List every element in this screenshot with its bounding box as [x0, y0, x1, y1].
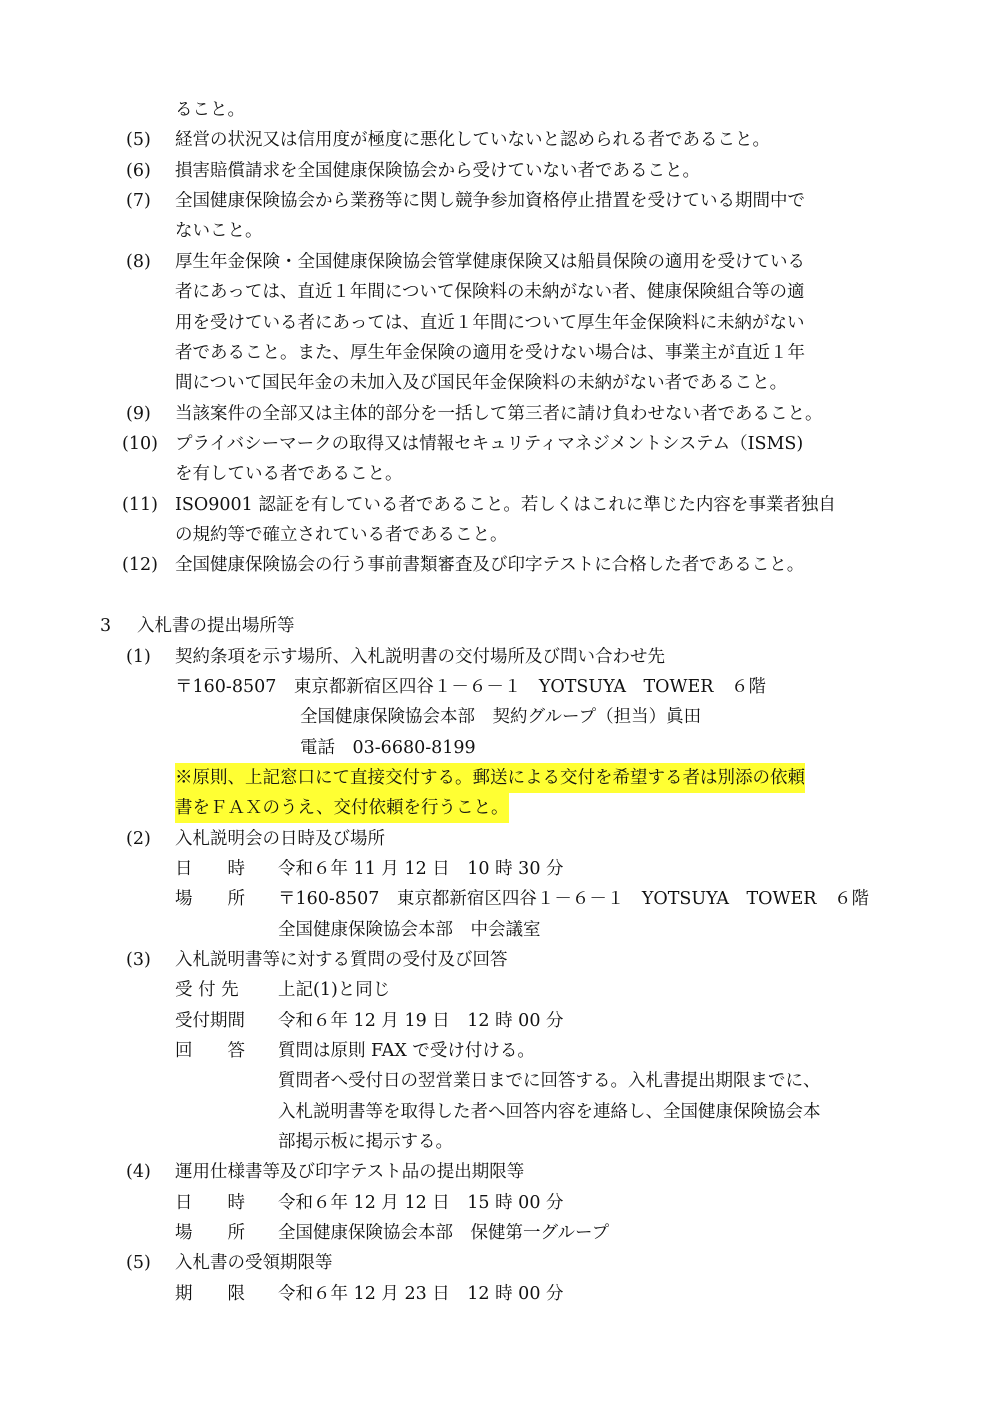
- field-label: 場 所: [175, 1223, 245, 1243]
- contact-office: 全国健康保険協会本部 契約グループ（担当）眞田: [300, 707, 702, 727]
- item-number: (3): [126, 950, 151, 970]
- item-text: 全国健康保険協会の行う事前書類審査及び印字テストに合格した者であること。: [175, 555, 805, 575]
- item-text: 間について国民年金の未加入及び国民年金保険料の未納がない者であること。: [175, 373, 788, 393]
- item-heading: 運用仕様書等及び印字テスト品の提出期限等: [175, 1162, 525, 1182]
- field-label: 受 付 先: [175, 980, 239, 1000]
- item-text: を有している者であること。: [175, 464, 403, 484]
- field-value: 令和６年 12 月 12 日 15 時 00 分: [278, 1193, 564, 1213]
- field-label: 回 答: [175, 1041, 245, 1061]
- item-number: (5): [126, 130, 151, 150]
- item-number: (7): [126, 191, 151, 211]
- field-value: 部掲示板に掲示する。: [278, 1132, 453, 1152]
- field-value: 全国健康保険協会本部 中会議室: [278, 920, 541, 940]
- item-text: 損害賠償請求を全国健康保険協会から受けていない者であること。: [175, 161, 700, 181]
- field-value: 令和６年 12 月 19 日 12 時 00 分: [278, 1011, 564, 1031]
- item-text: プライバシーマークの取得又は情報セキュリティマネジメントシステム（ISMS): [175, 434, 804, 454]
- field-value: 上記(1)と同じ: [278, 980, 391, 1000]
- continuation-text: ること。: [175, 100, 245, 120]
- item-number: (10): [122, 434, 158, 454]
- contact-phone: 電話 03-6680-8199: [300, 738, 476, 758]
- item-number: (11): [122, 495, 158, 515]
- item-number: (1): [126, 647, 151, 667]
- item-heading: 入札書の受領期限等: [175, 1253, 333, 1273]
- item-text: 当該案件の全部又は主体的部分を一括して第三者に請け負わせない者であること。: [175, 404, 823, 424]
- item-text: 用を受けている者にあっては、直近１年間について厚生年金保険料に未納がない: [175, 313, 805, 333]
- item-heading: 入札説明会の日時及び場所: [175, 829, 385, 849]
- item-number: (5): [126, 1253, 151, 1273]
- field-label: 場 所: [175, 889, 245, 909]
- field-value: 入札説明書等を取得した者へ回答内容を連絡し、全国健康保険協会本: [278, 1102, 821, 1122]
- field-label: 期 限: [175, 1284, 245, 1304]
- item-text: 全国健康保険協会から業務等に関し競争参加資格停止措置を受けている期間中で: [175, 191, 805, 211]
- item-number: (12): [122, 555, 158, 575]
- section-title: 入札書の提出場所等: [137, 616, 295, 636]
- field-label: 受付期間: [175, 1011, 245, 1031]
- item-text: ないこと。: [175, 221, 263, 241]
- item-text: 者であること。また、厚生年金保険の適用を受けない場合は、事業主が直近１年: [175, 343, 805, 363]
- item-number: (2): [126, 829, 151, 849]
- field-value: 質問者へ受付日の翌営業日までに回答する。入札書提出期限までに、: [278, 1071, 821, 1091]
- field-label: 日 時: [175, 859, 245, 879]
- item-heading: 契約条項を示す場所、入札説明書の交付場所及び問い合わせ先: [175, 647, 665, 667]
- field-value: 質問は原則 FAX で受け付ける。: [278, 1041, 535, 1061]
- item-text: 経営の状況又は信用度が極度に悪化していないと認められる者であること。: [175, 130, 770, 150]
- highlighted-note: 書をＦＡＸのうえ、交付依頼を行うこと。: [175, 793, 509, 823]
- item-number: (9): [126, 404, 151, 424]
- field-value: 令和６年 11 月 12 日 10 時 30 分: [278, 859, 564, 879]
- contact-address: 〒160-8507 東京都新宿区四谷１－６－１ YOTSUYA TOWER ６階: [175, 677, 766, 697]
- highlighted-note: ※原則、上記窓口にて直接交付する。郵送による交付を希望する者は別添の依頼: [175, 763, 805, 793]
- item-number: (4): [126, 1162, 151, 1182]
- field-value: 全国健康保険協会本部 保健第一グループ: [278, 1223, 610, 1243]
- item-number: (8): [126, 252, 151, 272]
- field-value: 〒160-8507 東京都新宿区四谷１－６－１ YOTSUYA TOWER ６階: [278, 889, 869, 909]
- item-text: の規約等で確立されている者であること。: [175, 525, 508, 545]
- item-text: ISO9001 認証を有している者であること。若しくはこれに準じた内容を事業者独自: [175, 495, 836, 515]
- item-text: 厚生年金保険・全国健康保険協会管掌健康保険又は船員保険の適用を受けている: [175, 252, 805, 272]
- field-label: 日 時: [175, 1193, 245, 1213]
- section-number: 3: [100, 616, 112, 636]
- item-heading: 入札説明書等に対する質問の受付及び回答: [175, 950, 508, 970]
- field-value: 令和６年 12 月 23 日 12 時 00 分: [278, 1284, 564, 1304]
- item-text: 者にあっては、直近１年間について保険料の未納がない者、健康保険組合等の適: [175, 282, 805, 302]
- item-number: (6): [126, 161, 151, 181]
